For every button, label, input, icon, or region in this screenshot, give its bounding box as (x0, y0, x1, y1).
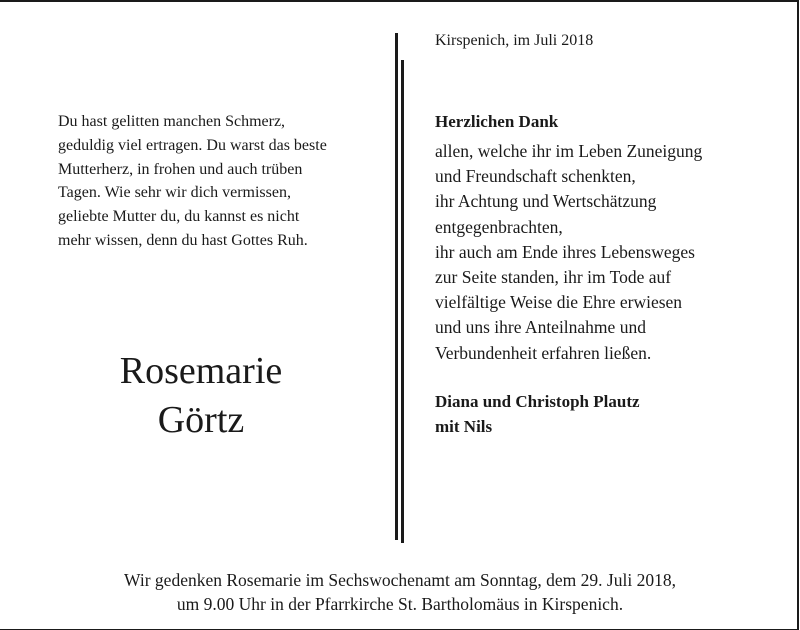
thanks-line: entgegenbrachten, (435, 216, 563, 237)
thanks-line: zur Seite standen, ihr im Tode auf (435, 267, 672, 288)
thanks-line: vielfältige Weise die Ehre erwiesen (435, 292, 683, 313)
poem-line: Mutterherz, in frohen und auch trüben (58, 160, 303, 178)
deceased-first-name: Rosemarie (119, 350, 283, 392)
poem-line: geduldig viel ertragen. Du warst das beste (58, 136, 327, 154)
poem (58, 110, 388, 253)
thanks-line: und Freundschaft schenkten, (435, 166, 636, 187)
deceased-last-name: Görtz (157, 399, 245, 441)
vertical-divider-right (401, 60, 404, 543)
signers-line-1: Diana und Christoph Plautz (435, 392, 640, 411)
thanks-heading: Herzlichen Dank (435, 112, 559, 131)
signers-line-2: mit Nils (435, 416, 493, 436)
memorial-service-line-1: Wir gedenken Rosemarie im Sechswochenamt am Sonntag, dem 29. Juli 2018, (124, 570, 676, 590)
vertical-divider-left (395, 33, 398, 540)
place-date: Kirspenich, im Juli 2018 (435, 32, 594, 49)
poem-line: geliebte Mutter du, du kannst es nicht (58, 208, 300, 226)
thanks-text (435, 139, 702, 366)
poem-line: Du hast gelitten manchen Schmerz, (58, 113, 286, 130)
poem-line: mehr wissen, denn du hast Gottes Ruh. (58, 231, 308, 249)
thanks-line: ihr Achtung und Wertschätzung (435, 191, 657, 212)
thanks-line: und uns ihre Anteilnahme und (435, 317, 646, 338)
thanks-line: ihr auch am Ende ihres Lebensweges (435, 241, 695, 262)
signers (435, 390, 640, 439)
thanks-line: Verbundenheit erfahren ließen. (435, 342, 652, 363)
memorial-service-line-2: um 9.00 Uhr in der Pfarrkirche St. Bartholomäus in Kirspenich. (176, 594, 624, 614)
thanks-line: allen, welche ihr im Leben Zuneigung (435, 141, 703, 161)
poem-line: Tagen. Wie sehr wir dich vermissen, (58, 184, 291, 202)
